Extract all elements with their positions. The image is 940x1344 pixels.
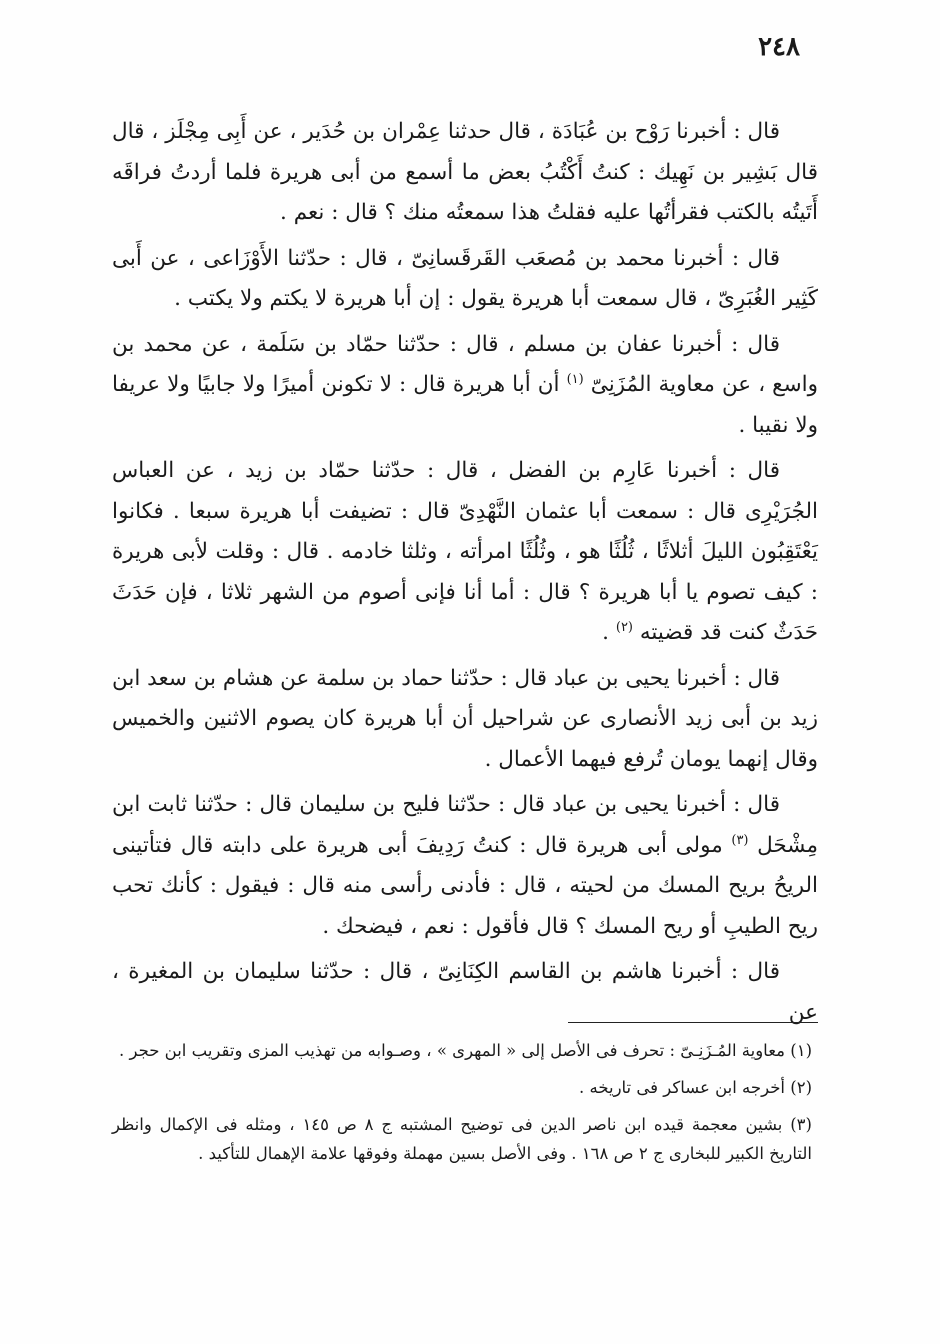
paragraph-3-text: قال : أخبرنا عفان بن مسلم ، قال : حدّثنا حمّاد بن سَلَمة ، عن محمد بن واسع ، عن معاوية المُزَنِىّ bbox=[112, 331, 818, 397]
footnote-separator bbox=[568, 1022, 818, 1023]
footnote-ref-1: (١) bbox=[566, 371, 584, 387]
paragraph-4 bbox=[112, 451, 818, 654]
paragraph-4-tail: . bbox=[602, 620, 610, 645]
paragraph-6-text: قال : أخبرنا يحيى بن عباد قال : حدّثنا فليح بن سليمان قال : حدّثنا ثابت ابن مِشْحَل bbox=[112, 792, 818, 858]
footnote-3: (٣) بشين معجمة قيده ابن ناصر الدين فى توضيح المشتبه ج ٨ ص ١٤٥ ، ومثله فى الإكمال وانظر التاريخ الكبير للبخارى ج ٢ ص ١٦٨ . وفى الأصل بسين مهملة وفوقها علامة الإهمال للتأكيد . bbox=[112, 1115, 812, 1163]
main-text bbox=[112, 112, 818, 1038]
footnote-ref-3: (٣) bbox=[731, 832, 749, 848]
page-number: ٢٤٨ bbox=[758, 32, 800, 62]
footnote-1: (١) معاوية المُـزَنِـىّ : تحرف فى الأصل إلى « المهرى » ، وصـوابه من تهذيب المزى وتقريب ابن حجر . bbox=[118, 1041, 812, 1060]
paragraph-7: قال : أخبرنا هاشم بن القاسم الكِنَانِىّ ، قال : حدّثنا سليمان بن المغيرة ، عن bbox=[112, 959, 818, 1025]
paragraph-3-tail: أن أبا هريرة قال : لا تكونن أميرًا ولا جابيًا ولا عريفا ولا نقيبا . bbox=[112, 372, 818, 438]
paragraph-2: قال : أخبرنا محمد بن مُصعَب القَرقَسانِىّ ، قال : حدّثنا الأَوْزَاعى ، عن أَبى كَثِير الغُبَرِىّ ، قال سمعت أبا هريرة يقول : إن أبا هريرة لا يكتم ولا يكتب . bbox=[112, 245, 818, 311]
paragraph-6-tail: مولى أبى هريرة قال : كنتُ رَدِيفَ أبى هريرة على دابته قال فتأتينى الريحُ بريح المسك من لحيته ، قال : فأدنى رأسى منه قال : فيقول : كأنك تحب ريح الطيبِ أو ريح المسك ؟ قال فأقول : نعم ، فيضحك . bbox=[112, 832, 818, 939]
paragraph-4-text: قال : أخبرنا عَارِم بن الفضل ، قال : حدّثنا حمّاد بن زيد ، عن العباس الجُرَيْرِى قال : سمعت أبا عثمان النَّهْدِىّ قال : تضيفت أبا هريرة سبعا . فكانوا يَعْتَقِبُون الليلَ أثلاثًا ، ثُلُثًا هو ، وثُلُثًا امرأته ، وثلثا خادمه . قال : وقلت لأبى هريرة : كيف تصوم يا أبا هريرة ؟ قال : أما أنا فإنى أصوم من الشهر ثلاثا ، فإن حَدَثَ حَدَثٌ كنت قد قضيته bbox=[112, 458, 818, 645]
paragraph-5: قال : أخبرنا يحيى بن عباد قال : حدّثنا حماد بن سلمة عن هشام بن سعد ابن زيد بن أبى زيد الأنصارى عن شراحيل أن أبا هريرة كان يصوم الاثنين والخميس وقال إنهما يومان تُرفع فيهما الأعمال . bbox=[112, 665, 818, 772]
footnotes-section bbox=[112, 1036, 812, 1176]
paragraph-3 bbox=[112, 325, 818, 447]
footnote-ref-2: (٢) bbox=[615, 619, 633, 635]
paragraph-1: قال : أخبرنا رَوْح بن عُبَادَة ، قال حدثنا عِمْران بن حُدَير ، عن أَبِى مِجْلَز ، قال قال بَشِير بن نَهِيك : كنتُ أَكْتُبُ بعض ما أسمع من أبى هريرة فلما أردتُ فراقَه أَتَيتُه بالكتب فقرأتُها عليه فقلتُ هذا سمعتُه منك ؟ قال : نعم . bbox=[112, 119, 818, 225]
paragraph-6 bbox=[112, 785, 818, 947]
footnote-2: (٢) أخرجه ابن عساكر فى تاريخه . bbox=[578, 1078, 812, 1097]
